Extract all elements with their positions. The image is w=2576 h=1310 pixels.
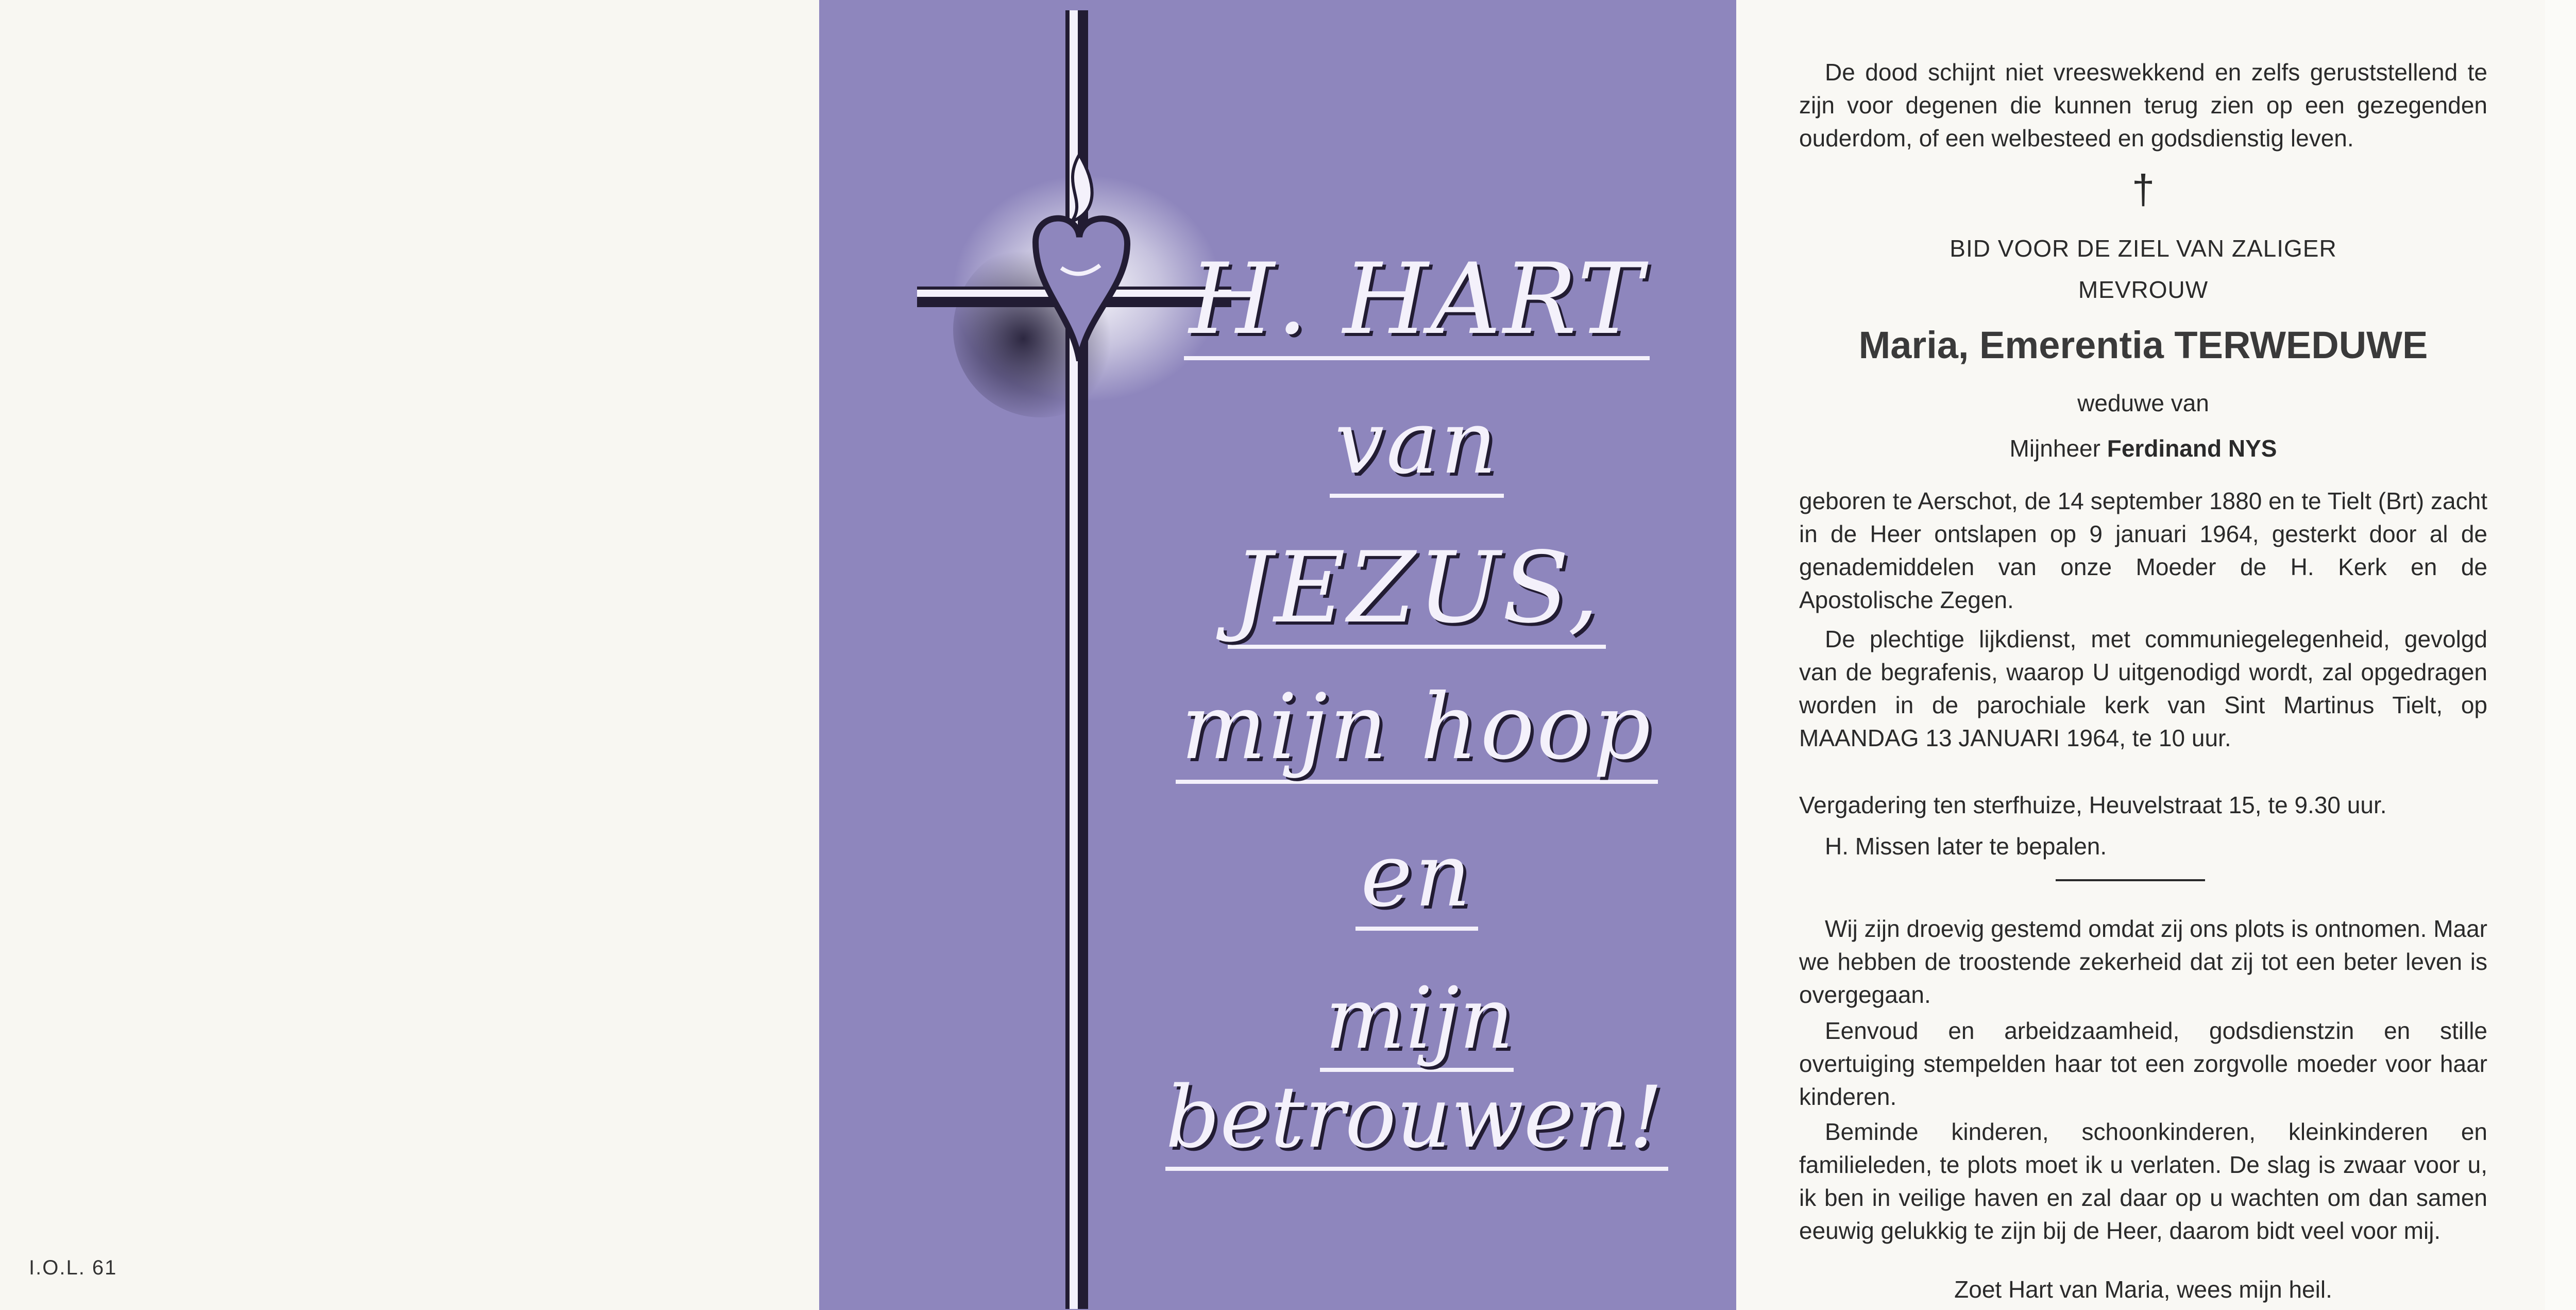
paragraph-sudden-loss: Wij zijn droevig gestemd omdat zij ons plots is ontnomen. Maar we hebben de troostende zekerheid dat zij tot een beter leven is overgegaan. [1799,915,2488,1008]
cover-line-6: mijn betrouwen! [1108,969,1726,1167]
widow-of: weduwe van [2077,390,2209,416]
paragraph-farewell: Beminde kinderen, schoonkinderen, kleinkinderen en familieleden, te plots moet ik u verlaten. De slag is zwaar voor u, ik ben in veilige haven en zal daar op u wachten om dan samen eeuwig gelukkig te zijn bij de Heer, daarom bidt veel voor mij. [1799,1118,2487,1244]
husband-name: Ferdinand NYS [2107,435,2277,462]
prayer-heading: BID VOOR DE ZIEL VAN ZALIGER [1950,235,2337,262]
intro-text: De dood schijnt niet vreeswekkend en zelfs geruststellend te zijn voor degenen die kunnen terug zien op een gezegenden ouderdom, of een welbesteed en godsdienstig leven. [1799,59,2487,152]
masses-text: H. Missen later te bepalen. [1825,833,2107,860]
cover-line-4: mijn hoop [1108,675,1726,780]
deceased-name: Maria, Emerentia TERWEDUWE [1858,324,2428,366]
paragraph-virtues: Eenvoud en arbeidzaamheid, godsdienstzin en stille overtuiging stempelden haar tot een zorgvolle moeder voor haar kinderen. [1799,1017,2487,1110]
obituary-text-panel [1736,0,2545,1310]
closing-prayer: Zoet Hart van Maria, wees mijn heil. [1954,1276,2332,1303]
cover-line-3: JEZUS, [1108,531,1726,645]
birth-death-text: geboren te Aerschot, de 14 september 1880 en te Tielt (Brt) zacht in de Heer ontslapen op 9 januari 1964, gesterkt door al de genademiddelen van onze Moeder de H. Kerk en de Apostolische Zegen. [1799,488,2487,613]
funeral-service-text: De plechtige lijkdienst, met communiegelegenheid, gevolgd van de begrafenis, waarop U uitgenodigd wordt, zal opgedragen worden in de parochiale kerk van Sint Martinus Tielt, op MAANDAG 13 JANUARI 1964, te 10 uur. [1799,626,2487,751]
cover-line-1: H. HART [1108,242,1726,356]
back-panel [0,0,819,1310]
small-cross-icon [2545,0,2576,412]
meeting-text: Vergadering ten sterfhuize, Heuvelstraat 15, te 9.30 uur. [1799,792,2387,818]
family-panel [2545,0,2576,1310]
cover-line-5: en [1108,825,1726,927]
print-code: I.O.L. 61 [29,1256,117,1279]
divider-line [2056,879,2205,881]
husband-line [1799,432,2487,465]
front-cover [819,0,1736,1310]
cross-symbol-icon: † [2131,166,2155,212]
title-mevrouw: MEVROUW [2078,276,2209,303]
husband-prefix: Mijnheer [2009,435,2100,462]
cover-line-2: van [1108,392,1726,494]
